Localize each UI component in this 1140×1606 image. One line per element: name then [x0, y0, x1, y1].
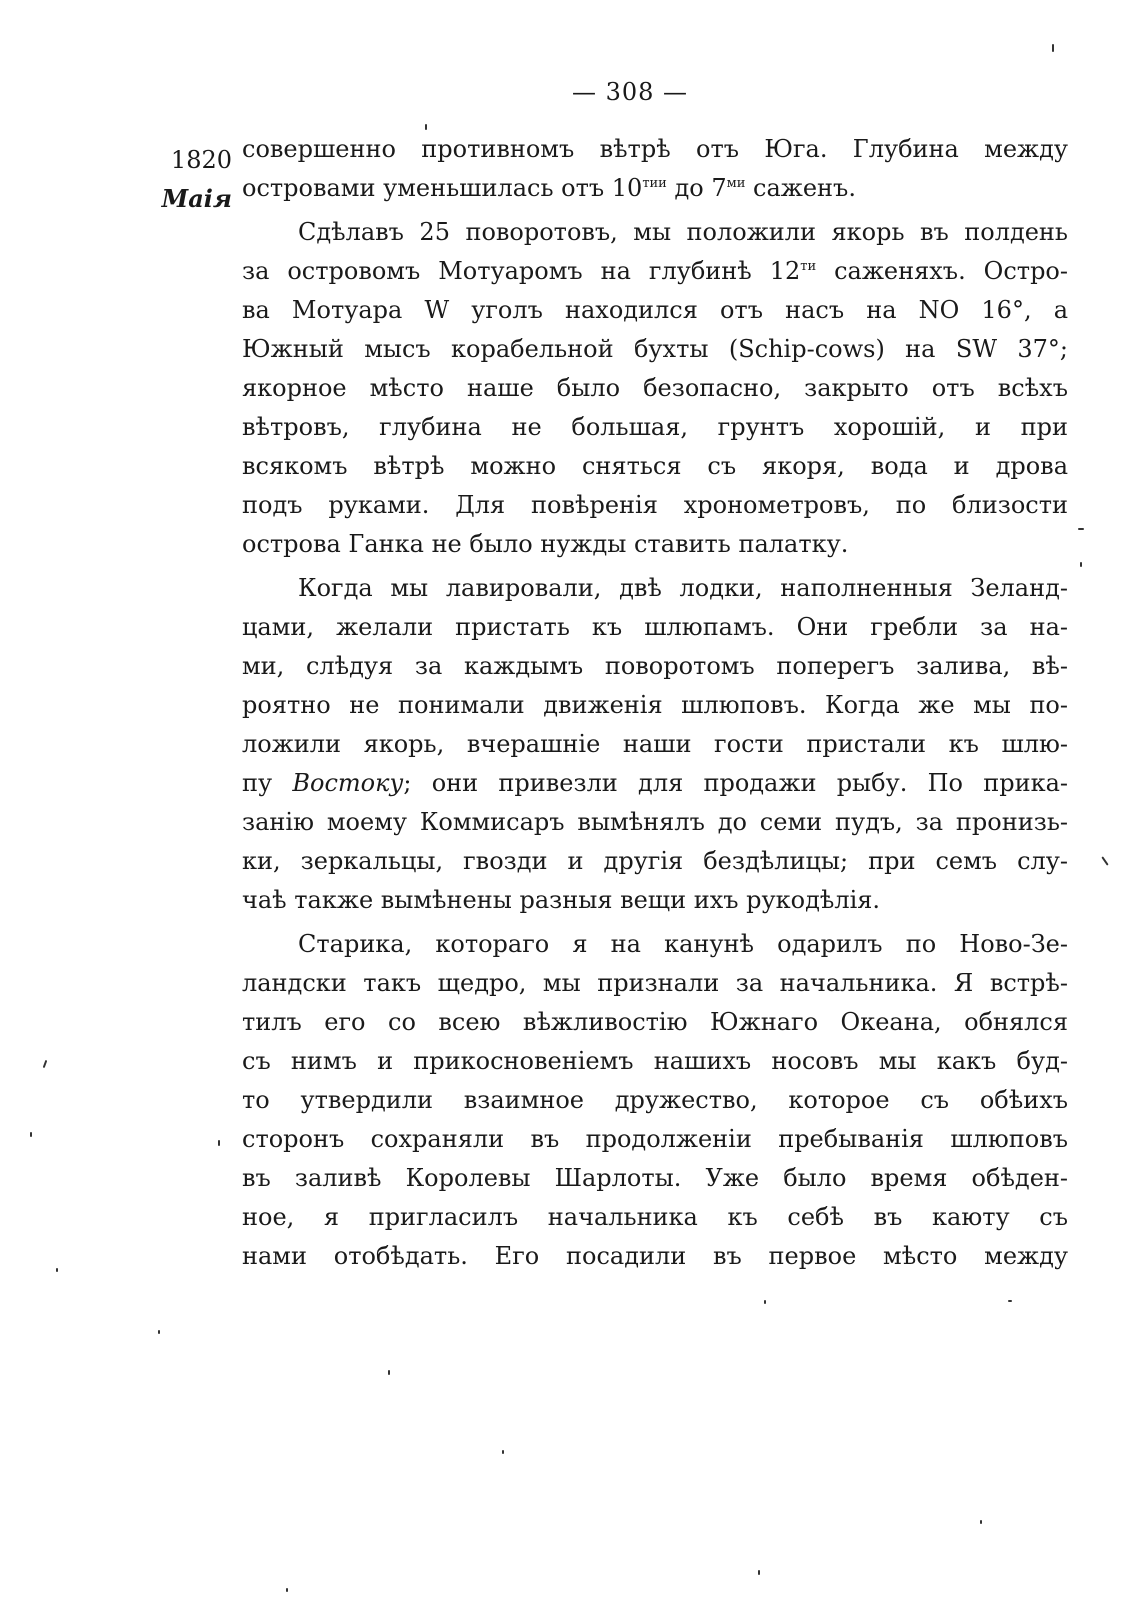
scan-speck: [388, 1370, 390, 1375]
text-line: ми, слѣдуя за каждымъ поворотомъ поперегъ залива, вѣ-: [242, 652, 1068, 680]
text-line: тилъ его со всею вѣжливостію Южнаго Океана, обнялся: [242, 1008, 1068, 1036]
page-number: — 308 —: [571, 78, 689, 106]
text-line: Южный мысъ корабельной бухты (Schip-cows) на SW 37°;: [242, 335, 1068, 363]
text-line: въ заливѣ Королевы Шарлоты. Уже было время обѣден-: [242, 1164, 1068, 1192]
scan-speck: [56, 1268, 58, 1272]
text-line: Старика, котораго я на канунѣ одарилъ по Ново-Зе-: [298, 930, 1068, 958]
scan-speck: [1078, 528, 1084, 530]
text-line: сторонъ сохраняли въ продолженіи пребыванія шлюповъ: [242, 1125, 1068, 1153]
scan-speck: [1080, 562, 1082, 567]
text-line: за островомъ Мотуаромъ на глубинѣ $12^{ти}$ саженяхъ. Остро-: [242, 257, 1068, 285]
text-line: ландски такъ щедро, мы признали за начальника. Я встрѣ-: [242, 969, 1068, 997]
scan-speck: [43, 1060, 48, 1068]
text-line: Когда мы лавировали, двѣ лодки, наполненныя Зеланд-: [298, 574, 1068, 602]
text-line: острова Ганка не было нужды ставить палатку.: [242, 530, 849, 558]
text-line: занію моему Коммисаръ вымѣнялъ до семи пудъ, за пронизь-: [242, 808, 1068, 836]
text-line: островами уменьшилась отъ $10^{тии}$ до $7^{ми}$ саженъ.: [242, 174, 856, 202]
body-text: [242, 130, 1068, 1276]
scan-speck: [30, 1132, 32, 1137]
scan-speck: [502, 1450, 504, 1454]
scan-speck: [158, 1330, 160, 1334]
scan-speck: [980, 1520, 982, 1524]
margin-year: 1820: [170, 146, 232, 174]
text-line: роятно не понимали движенія шлюповъ. Когда же мы по-: [242, 691, 1068, 719]
text-line: ки, зеркальцы, гвозди и другія бездѣлицы; при семъ слу-: [242, 847, 1068, 875]
scan-speck: [218, 1140, 220, 1146]
margin-month: Маія: [161, 184, 232, 213]
scan-speck: [758, 1570, 760, 1575]
ship-name: Востоку: [292, 769, 404, 797]
scan-speck: [764, 1300, 766, 1304]
text-line: вѣтровъ, глубина не большая, грунтъ хорошій, и при: [242, 413, 1068, 441]
text-line: всякомъ вѣтрѣ можно сняться съ якоря, вода и дрова: [242, 452, 1068, 480]
text-line: якорное мѣсто наше было безопасно, закрыто отъ всѣхъ: [242, 374, 1068, 402]
scan-speck: [425, 124, 427, 130]
text-line: ное, я пригласилъ начальника къ себѣ въ каюту съ: [242, 1203, 1068, 1231]
text-line: подъ руками. Для повѣренія хронометровъ, по близости: [242, 491, 1068, 519]
scan-speck: [1101, 856, 1108, 865]
text-line: пу Востоку; они привезли для продажи рыбу. По прика-: [242, 769, 1069, 797]
scan-speck: [286, 1588, 288, 1592]
text-line: ва Мотуара W уголъ находился отъ насъ на NO 16°, а: [242, 296, 1068, 324]
text-line: нами отобѣдать. Его посадили въ первое мѣсто между: [242, 1242, 1068, 1270]
text-line: чаѣ также вымѣнены разныя вещи ихъ рукодѣлія.: [242, 886, 881, 914]
text-line: цами, желали пристать къ шлюпамъ. Они гребли за на-: [242, 613, 1068, 641]
text-line: ложили якорь, вчерашніе наши гости пристали къ шлю-: [242, 730, 1068, 758]
scan-speck: [1008, 1300, 1012, 1302]
scan-speck: [1052, 44, 1054, 52]
text-line: Сдѣлавъ 25 поворотовъ, мы положили якорь въ полдень: [298, 218, 1068, 246]
text-line: то утвердили взаимное дружество, которое съ обѣихъ: [242, 1086, 1068, 1114]
text-line: съ нимъ и прикосновеніемъ нашихъ носовъ мы какъ буд-: [242, 1047, 1068, 1075]
text-line: совершенно противномъ вѣтрѣ отъ Юга. Глубина между: [242, 135, 1068, 163]
